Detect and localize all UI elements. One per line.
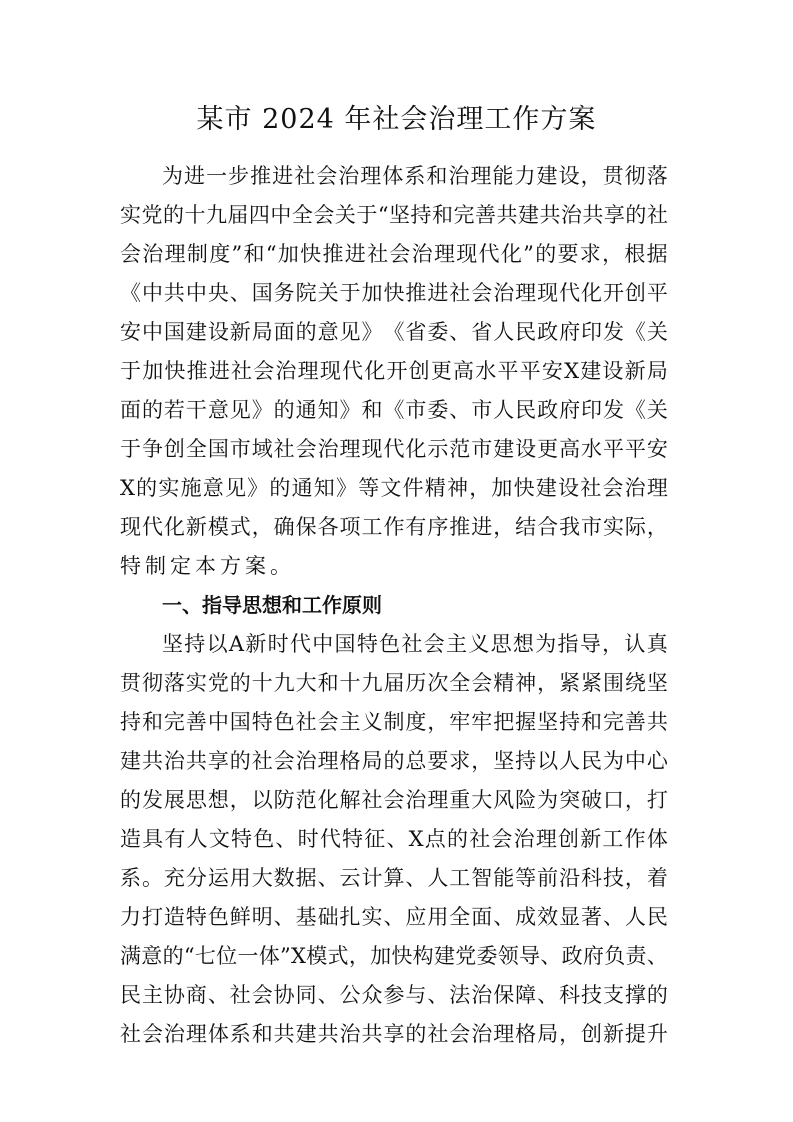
paragraph-line: 民 主 协 商 、 社 会 协 同 、 公 众 参 与 、 法 治 保 障 、 科 技 支 撑 的 xyxy=(120,983,668,1007)
paragraph-line: 力 打 造 特 色 鲜 明 、 基 础 扎 实 、 应 用 全 面 、 成 效 显 著 、 人 民 xyxy=(120,905,668,929)
paragraph-line: 贯 彻 落 实 党 的 十 九 大 和 十 九 届 历 次 全 会 精 神 ， 紧 紧 围 绕 坚 xyxy=(120,671,668,695)
paragraph-line: 的 发 展 思 想 ， 以 防 范 化 解 社 会 治 理 重 大 风 险 为 突 破 口 ， 打 xyxy=(120,788,668,812)
paragraph-line: 安 中 国 建 设 新 局 面 的 意 见 》 《 省 委 、 省 人 民 政 府 印 发 《 关 xyxy=(120,320,668,344)
paragraph-line: 特 制 定 本 方 案 。 xyxy=(120,554,291,578)
paragraph-line: 建 共 治 共 享 的 社 会 治 理 格 局 的 总 要 求 ， 坚 持 以 人 民 为 中 心 xyxy=(120,749,668,773)
paragraph-line: 持 和 完 善 中 国 特 色 社 会 主 义 制 度 ， 牢 牢 把 握 坚 持 和 完 善 共 xyxy=(120,710,668,734)
section-paragraph xyxy=(120,625,680,1054)
document-body xyxy=(120,157,680,1054)
paragraph-line: 现 代 化 新 模 式 ， 确 保 各 项 工 作 有 序 推 进 ， 结 合 我 市 实 际 ， xyxy=(120,515,668,539)
paragraph-line: X 的 实 施 意 见 》 的 通 知 》 等 文 件 精 神 ， 加 快 建 设 社 会 治 理 xyxy=(120,476,668,500)
paragraph-line: 于 加 快 推 进 社 会 治 理 现 代 化 开 创 更 高 水 平 平 安 X 建 设 新 局 xyxy=(120,359,668,383)
paragraph-line: 实 党 的 十 九 届 四 中 全 会 关 于 “ 坚 持 和 完 善 共 建 共 治 共 享 的 社 xyxy=(120,203,668,227)
paragraph-line: 社 会 治 理 体 系 和 共 建 共 治 共 享 的 社 会 治 理 格 局 ， 创 新 提 升 xyxy=(120,1022,668,1046)
paragraph-line: 面 的 若 干 意 见 》 的 通 知 》 和 《 市 委 、 市 人 民 政 府 印 发 《 关 xyxy=(120,398,668,422)
paragraph-line: 造 具 有 人 文 特 色 、 时 代 特 征 、 X 点 的 社 会 治 理 创 新 工 作 体 xyxy=(120,827,668,851)
paragraph-line: 《 中 共 中 央 、 国 务 院 关 于 加 快 推 进 社 会 治 理 现 代 化 开 创 平 xyxy=(120,281,668,305)
intro-paragraph xyxy=(120,157,680,586)
document-title: 某市 2024 年社会治理工作方案 xyxy=(196,104,597,135)
paragraph-line: 于 争 创 全 国 市 域 社 会 治 理 现 代 化 示 范 市 建 设 更 高 水 平 平 安 xyxy=(120,437,668,461)
paragraph-line: 为 进 一 步 推 进 社 会 治 理 体 系 和 治 理 能 力 建 设 ， 贯 彻 落 xyxy=(162,164,668,188)
paragraph-line: 系 。 充 分 运 用 大 数 据 、 云 计 算 、 人 工 智 能 等 前 沿 科 技 ， 着 xyxy=(120,866,668,890)
paragraph-line: 会 治 理 制 度 ” 和 “ 加 快 推 进 社 会 治 理 现 代 化 ” 的 要 求 ， 根 据 xyxy=(120,242,668,266)
paragraph-line: 满 意 的 “ 七 位 一 体 ” X 模 式 ， 加 快 构 建 党 委 领 导 、 政 府 负 责 、 xyxy=(120,944,668,968)
paragraph-line: 坚 持 以 A 新 时 代 中 国 特 色 社 会 主 义 思 想 为 指 导 ， 认 真 xyxy=(162,632,668,656)
section-heading: 一、指导思想和工作原则 xyxy=(162,593,382,617)
